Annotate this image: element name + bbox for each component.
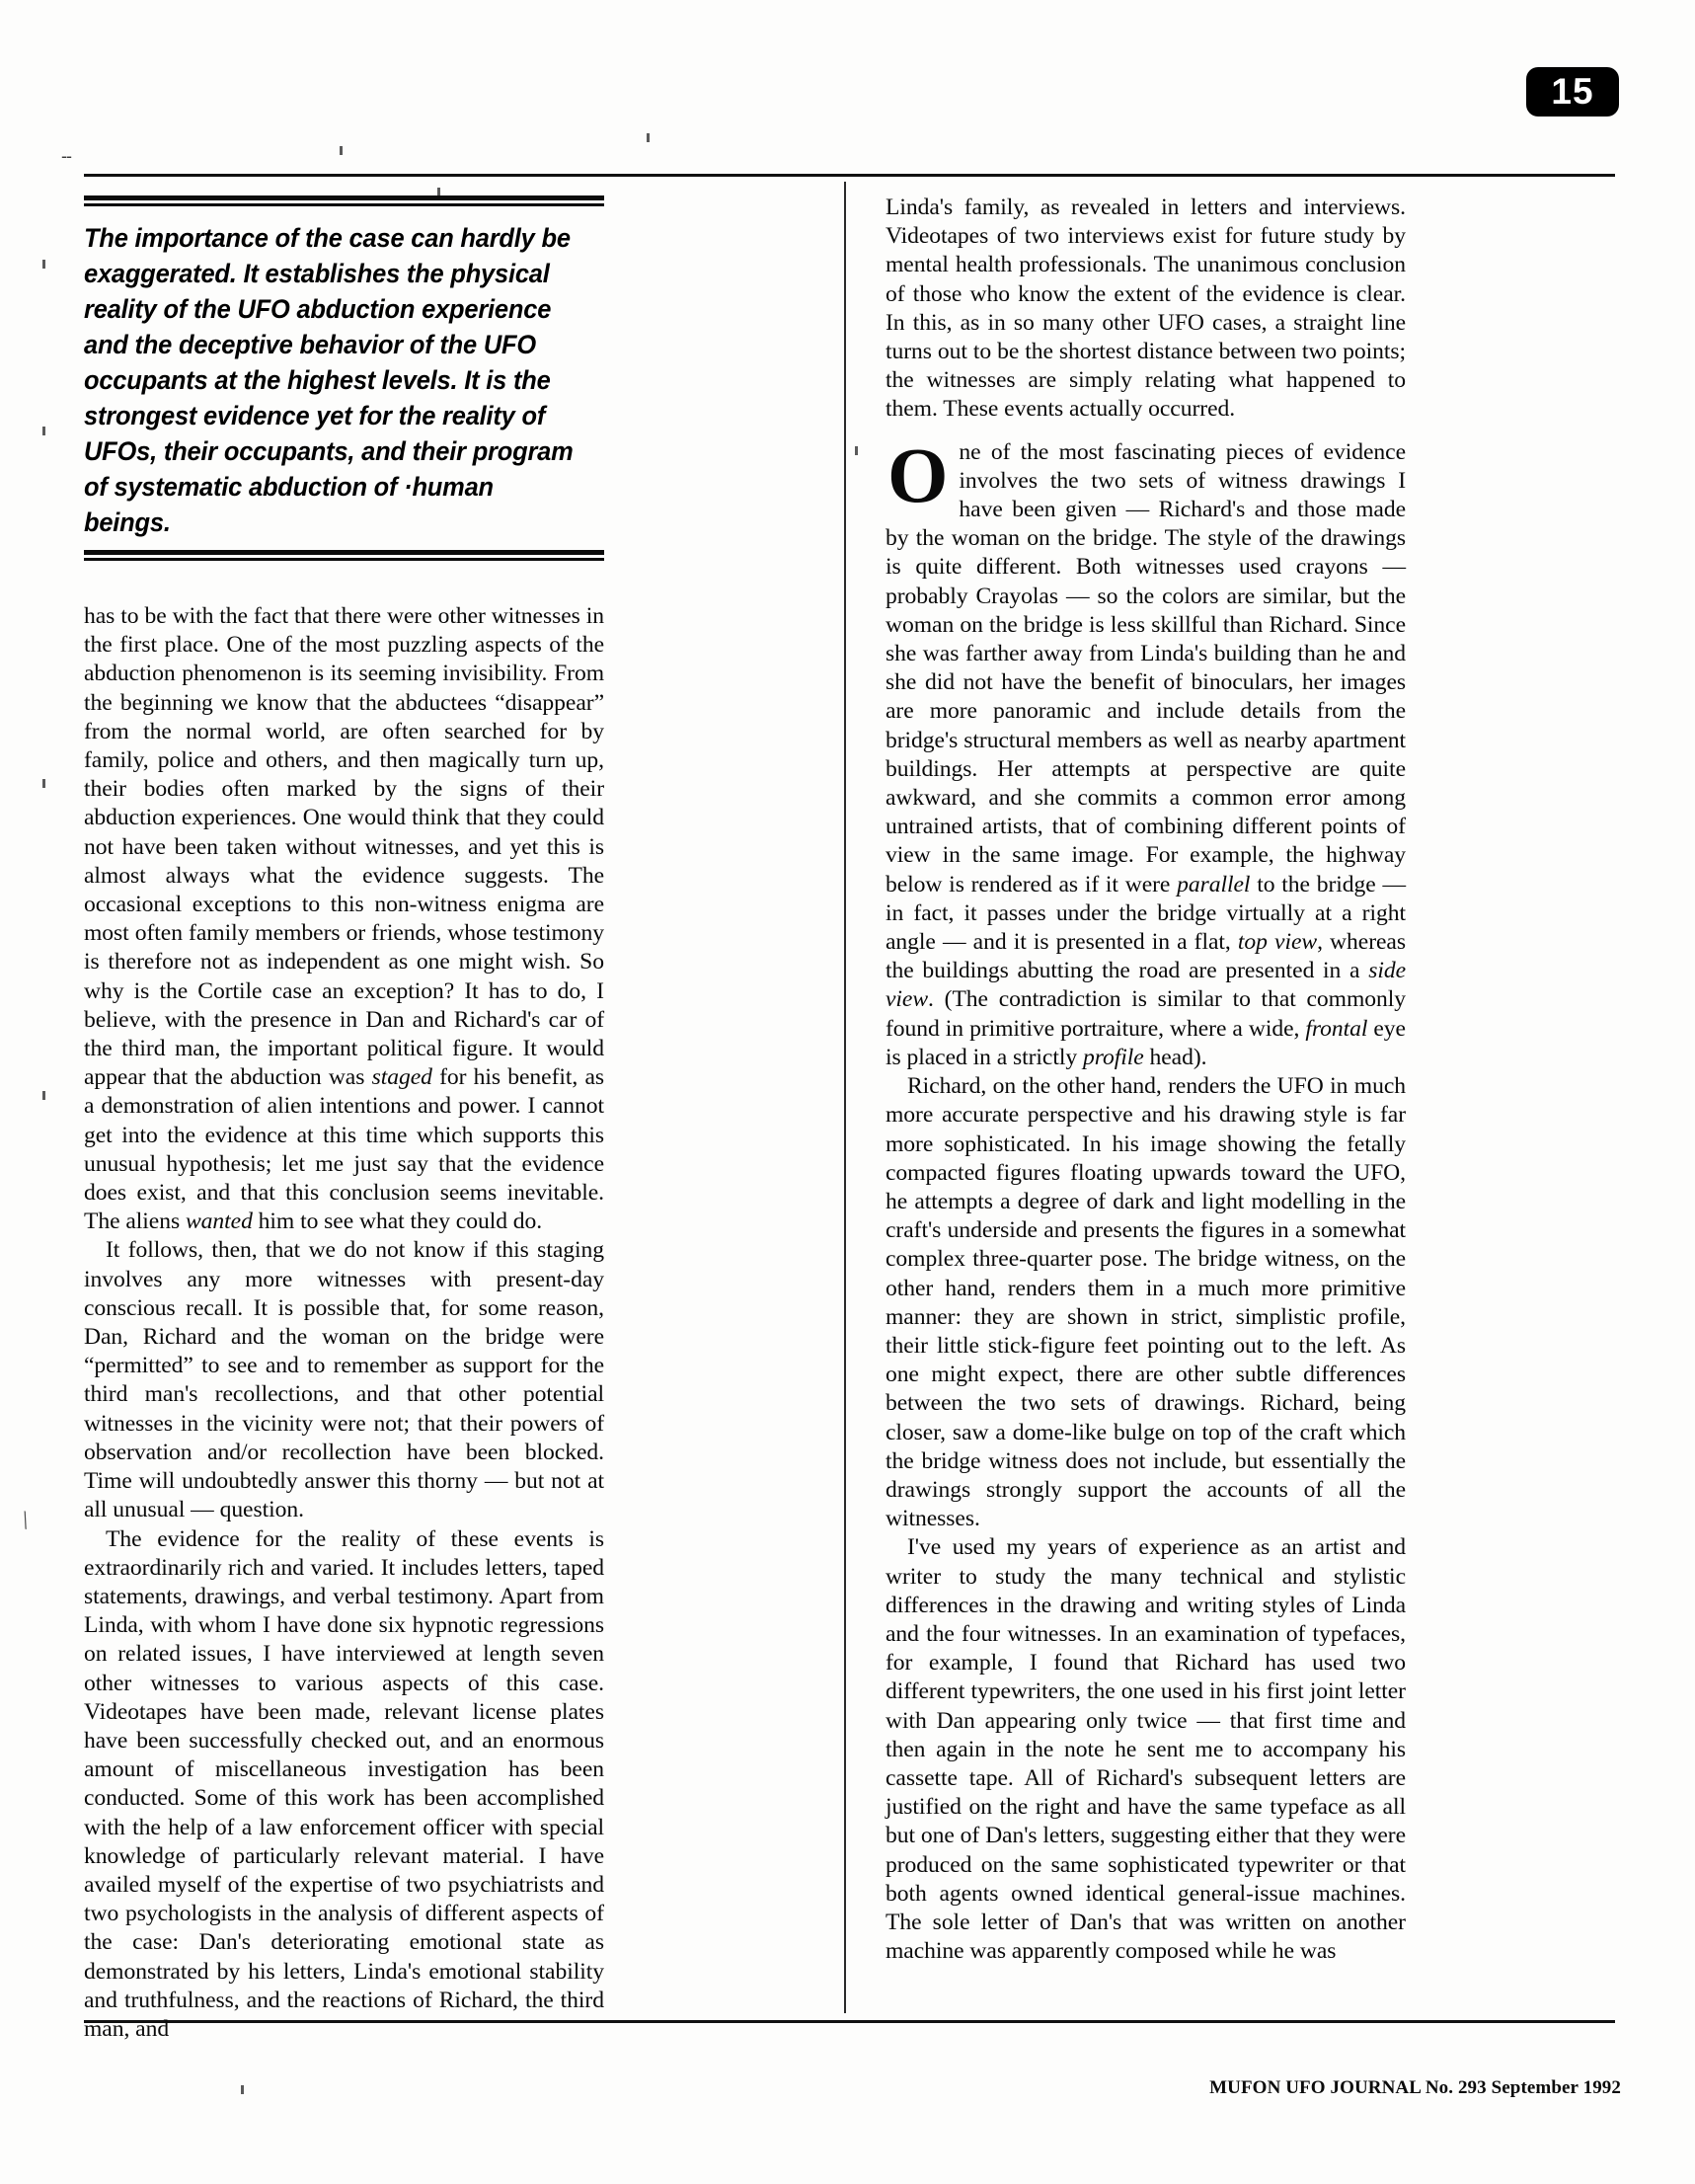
- page-top-rule: [84, 174, 1615, 177]
- pullquote-bottom-rule-thin: [84, 558, 604, 561]
- page-footer: MUFON UFO JOURNAL No. 293 September 1992: [1209, 2077, 1621, 2098]
- right-column: [886, 194, 1406, 1966]
- paragraph: It follows, then, that we do not know if this staging involves any more witnesses with present-day conscious recall. It is possible that, for some reason, Dan, Richard and the woman on the bridge were “permitted” to see and to remember as support for the third man's recollections, and that other potential witnesses in the vicinity were not; that their powers of observation and/or recollection have been blocked. Time will undoubtedly answer this thorny — but not at all unusual — question.: [84, 1237, 604, 1523]
- paragraph: Richard, on the other hand, renders the UFO in much more accurate perspective and his drawing style is far more sophisticated. In his image showing the fetally compacted figures floating upwards toward the UFO, he attempts a degree of dark and light modelling in the craft's underside and presents the figures in a somewhat complex three-quarter pose. The bridge witness, on the other hand, renders them in a much more primitive manner: they are shown in strict, simplistic profile, their little stick-figure feet pointing out to the left. As one might expect, there are other subtle differences between the two sets of drawings. Richard, being closer, saw a dome-like bulge on top of the craft which the bridge witness does not include, but essentially the drawings strongly support the accounts of all the witnesses.: [886, 1073, 1406, 1532]
- column-divider: [844, 182, 846, 2013]
- paragraph: has to be with the fact that there were other witnesses in the first place. One of the most puzzling aspects of the abduction phenomenon is its seeming invisibility. From the beginning we know that the abductees “disappear” from the normal world, are often searched for by family, police and others, and then magically turn up, their bodies often marked by the signs of their abduction experiences. One would think that they could not have been taken without witnesses, and yet this is almost always what the evidence suggests. The occasional exceptions to this non-witness enigma are most often family members or friends, whose testimony is therefore not as independent as one might wish. So why is the Cortile case an exception? It has to do, I believe, with the presence in Dan and Richard's car of the third man, the important political figure. It would appear that the abduction was staged for his benefit, as a demonstration of alien intentions and power. I cannot get into the evidence at this time which supports this unusual hypothesis; let me just say that the evidence does exist, and that this conclusion seems inevitable. The aliens wanted him to see what they could do.: [84, 603, 605, 1235]
- pullquote-block: [84, 195, 604, 561]
- scan-artifact-tick: [42, 1091, 45, 1100]
- left-column: [84, 195, 604, 2044]
- paragraph: I've used my years of experience as an artist and writer to study the many technical and stylistic differences in the drawing and writing styles of Linda and the four witnesses. In an examination of typefaces, for example, I found that Richard has used two different typewriters, the one used in his first joint letter with Dan appearing only twice — that first time and then again in the note he sent me to accompany his cassette tape. All of Richard's subsequent letters are justified on the right and have the same typeface as all but one of Dan's letters, suggesting either that they were produced on the same sophisticated typewriter or that both agents owned identical general-issue machines. The sole letter of Dan's that was written on another machine was apparently composed while he was: [886, 1534, 1406, 1965]
- scan-artifact-slash: \: [18, 1505, 34, 1535]
- right-column-body: [886, 194, 1406, 1966]
- page-number-badge: 15: [1526, 67, 1619, 117]
- left-column-body: [84, 581, 604, 2044]
- scan-artifact-tick: [42, 779, 45, 788]
- scan-artifact-tick: [241, 2085, 244, 2094]
- pullquote-bottom-rule-thick: [84, 550, 604, 555]
- scan-artifact-tick: [647, 133, 650, 142]
- scan-artifact-tick: [42, 260, 45, 269]
- dropcap-paragraph: One of the most fascinating pieces of evidence involves the two sets of witness drawings I have been given — Richard's and those made by the woman on the bridge. The style of the drawings is quite different. Both witnesses used crayons — probably Crayolas — so the colors are similar, but the woman on the bridge is less skillful than Richard. Since she was farther away from Linda's building than he and she did not have the benefit of binoculars, her images are more panoramic and include details from the bridge's structural members as well as nearby apartment buildings. Her attempts at perspective are quite awkward, and she commits a common error among untrained artists, that of combining different points of view in the same image. For example, the highway below is rendered as if it were parallel to the bridge — in fact, it passes under the bridge virtually at a right angle — and it is presented in a flat, top view, whereas the buildings abutting the road are presented in a side view. (The contradiction is similar to that commonly found in primitive portraiture, where a wide, frontal eye is placed in a strictly profile head).: [886, 432, 1406, 1070]
- scan-artifact-tick: [855, 446, 858, 455]
- scan-artifact-dash: --: [61, 146, 71, 166]
- scan-artifact-tick: [42, 427, 45, 435]
- pullquote-top-rule-thick: [84, 195, 604, 200]
- paragraph: Linda's family, as revealed in letters and interviews. Videotapes of two interviews exist for future study by mental health professionals. The unanimous conclusion of those who know the extent of the evidence is clear. In this, as in so many other UFO cases, a straight line turns out to be the shortest distance between two points; the witnesses are simply relating what happened to them. These events actually occurred.: [886, 195, 1406, 423]
- scan-artifact-tick: [340, 146, 343, 155]
- drop-cap: O: [887, 432, 949, 519]
- pullquote-text: The importance of the case can hardly be exaggerated. It establishes the physical reality of the UFO abduction experience and the deceptive behavior of the UFO occupants at the highest levels. It is the strongest evidence yet for the reality of UFOs, their occupants, and their program of systematic abduction of ·human beings.: [84, 223, 574, 537]
- paragraph: The evidence for the reality of these events is extraordinarily rich and varied. It includes letters, taped statements, drawings, and verbal testimony. Apart from Linda, with whom I have done six hypnotic regressions on related issues, I have interviewed at length seven other witnesses to various aspects of this case. Videotapes have been made, relevant license plates have been successfully checked out, and an enormous amount of miscellaneous investigation has been conducted. Some of this work has been accomplished with the help of a law enforcement officer with special knowledge of particularly relevant material. I have availed myself of the expertise of two psychiatrists and two psychologists in the analysis of different aspects of the case: Dan's deteriorating emotional state as demonstrated by his letters, Linda's emotional stability and truthfulness, and the reactions of Richard, the third man, and: [84, 1525, 604, 2042]
